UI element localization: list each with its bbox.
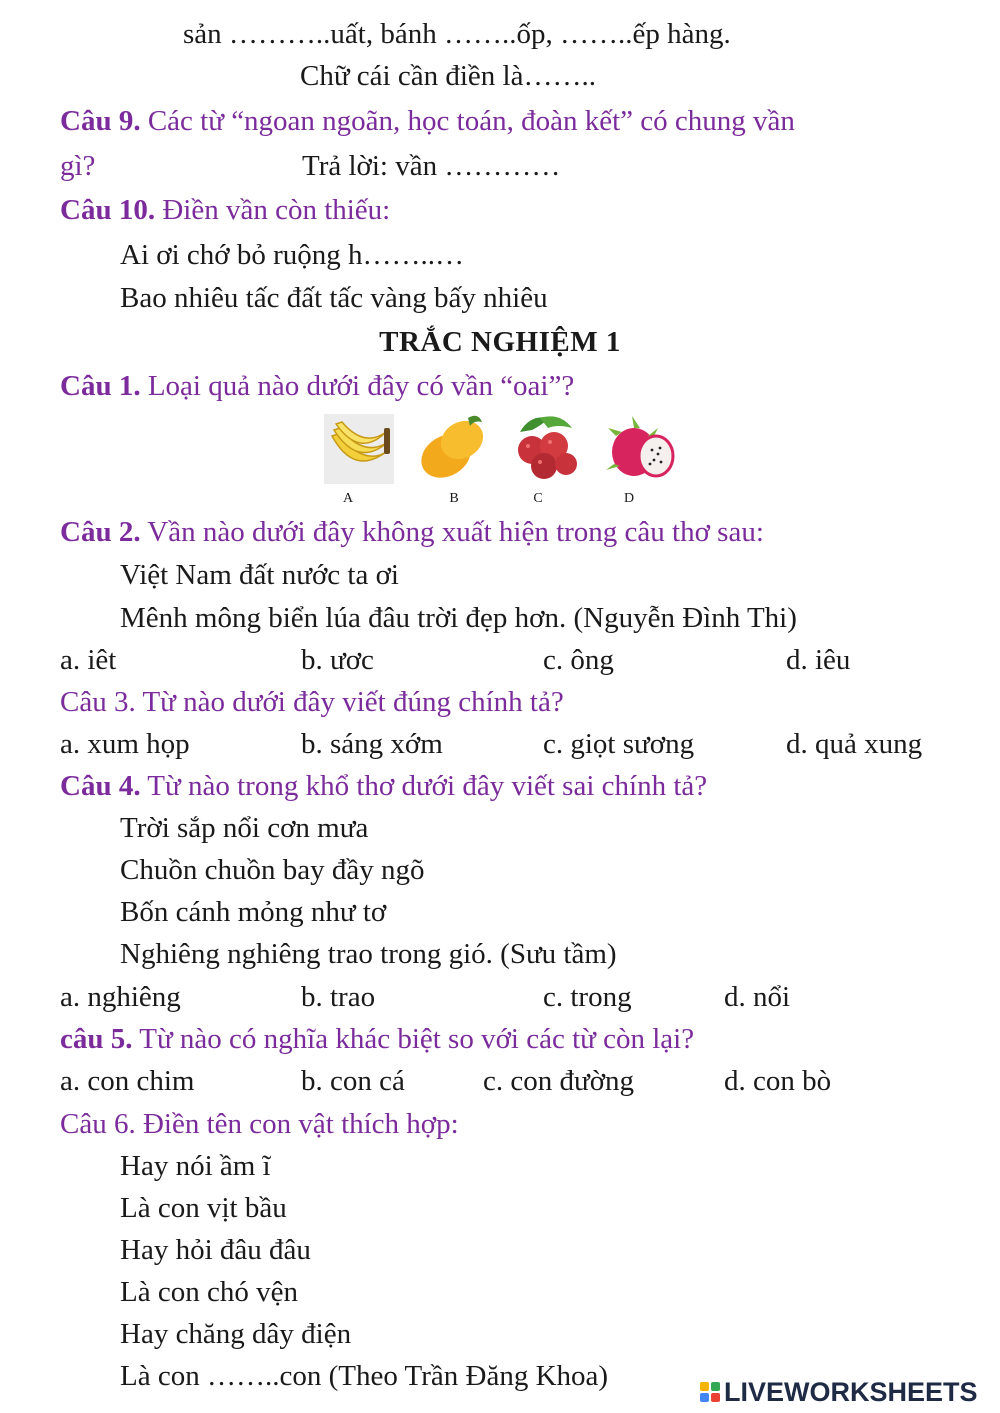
- dragon-fruit-image: [606, 414, 676, 484]
- question-10-label: Câu 10.: [60, 194, 156, 226]
- question-6-poem-line-2: Là con vịt bầu: [120, 1192, 287, 1224]
- question-6-poem-line-1: Hay nói ầm ĩ: [120, 1150, 271, 1182]
- fill-letters-answer-line: Chữ cái cần điền là……..: [300, 60, 596, 92]
- question-4-poem-line-4: Nghiêng nghiêng trao trong gió. (Sưu tầm): [120, 938, 617, 970]
- question-3: Câu 3. Từ nào dưới đây viết đúng chính tả?: [60, 686, 564, 718]
- question-3-option-d[interactable]: d. quả xung: [786, 728, 923, 760]
- question-4-poem-line-3: Bốn cánh mỏng như tơ: [120, 896, 387, 928]
- question-5: [60, 1021, 694, 1057]
- question-2-option-b[interactable]: b. ươc: [301, 644, 374, 676]
- question-6: Câu 6. Điền tên con vật thích hợp:: [60, 1108, 459, 1140]
- question-4-option-d[interactable]: d. nổi: [724, 981, 791, 1013]
- question-6-poem-line-4: Là con chó vện: [120, 1276, 298, 1308]
- question-4-poem-line-2: Chuồn chuồn bay đầy ngõ: [120, 854, 425, 886]
- question-4-option-c[interactable]: c. trong: [543, 981, 632, 1013]
- option-d-label: D: [623, 491, 635, 506]
- banana-image: [324, 414, 394, 484]
- fill-letters-line: sản ………..uất, bánh ……..ốp, ……..ếp hàng.: [183, 18, 731, 50]
- question-1-label: Câu 1.: [60, 370, 141, 402]
- option-a-label: A: [342, 491, 354, 506]
- question-4-poem-line-1: Trời sắp nổi cơn mưa: [120, 812, 369, 844]
- question-4-label: Câu 4.: [60, 770, 141, 802]
- question-9-continuation: gì?: [60, 150, 96, 182]
- question-4-text: Từ nào trong khổ thơ dưới đây viết sai chính tả?: [140, 770, 708, 802]
- question-5-label: câu 5.: [60, 1023, 133, 1055]
- liveworksheets-logo-text: LIVEWORKSHEETS: [724, 1376, 978, 1407]
- question-9-label: Câu 9.: [60, 105, 141, 137]
- question-5-option-a[interactable]: a. con chim: [60, 1065, 195, 1097]
- question-2-poem-line-2: Mênh mông biển lúa đâu trời đẹp hơn. (Nguyễn Đình Thi): [120, 602, 797, 634]
- question-10-poem-line-2: Bao nhiêu tấc đất tấc vàng bấy nhiêu: [120, 282, 548, 314]
- question-3-option-b[interactable]: b. sáng xớm: [301, 728, 443, 760]
- question-5-option-d[interactable]: d. con bò: [724, 1065, 832, 1097]
- question-6-poem-line-5: Hay chăng dây điện: [120, 1318, 352, 1350]
- question-5-option-c[interactable]: c. con đường: [483, 1065, 635, 1097]
- question-9: [60, 103, 795, 139]
- question-9-answer: Trả lời: vần …………: [302, 150, 561, 182]
- question-1: [60, 368, 574, 404]
- question-10: [60, 192, 390, 228]
- question-4: [60, 768, 707, 804]
- option-c-label: C: [533, 491, 543, 506]
- lychee-image: [510, 412, 580, 482]
- question-10-text: Điền vần còn thiếu:: [155, 194, 391, 226]
- question-6-poem-line-6: Là con ……..con (Theo Trần Đăng Khoa): [120, 1360, 609, 1392]
- question-2-option-a[interactable]: a. iêt: [60, 644, 117, 676]
- question-9-text: Các từ “ngoan ngoãn, học toán, đoàn kết” có chung vần: [140, 105, 795, 137]
- question-2-label: Câu 2.: [60, 516, 141, 548]
- question-2-poem-line-1: Việt Nam đất nước ta ơi: [120, 559, 399, 591]
- question-3-option-a[interactable]: a. xum họp: [60, 728, 190, 760]
- liveworksheets-logo-icon: [700, 1382, 720, 1402]
- question-4-option-b[interactable]: b. trao: [301, 981, 376, 1013]
- question-1-text: Loại quả nào dưới đây có vần “oai”?: [140, 370, 575, 402]
- liveworksheets-logo: [700, 1372, 978, 1412]
- question-10-poem-line-1: Ai ơi chớ bỏ ruộng h……..…: [120, 239, 465, 271]
- question-5-text: Từ nào có nghĩa khác biệt so với các từ còn lại?: [132, 1023, 695, 1055]
- question-3-option-c[interactable]: c. giọt sương: [543, 728, 695, 760]
- question-2: [60, 514, 764, 550]
- question-5-option-b[interactable]: b. con cá: [301, 1065, 405, 1097]
- question-2-text: Vần nào dưới đây không xuất hiện trong câu thơ sau:: [140, 516, 764, 548]
- question-4-option-a[interactable]: a. nghiêng: [60, 981, 181, 1013]
- question-6-poem-line-3: Hay hỏi đâu đâu: [120, 1234, 311, 1266]
- section-title: TRẮC NGHIỆM 1: [379, 326, 621, 358]
- mango-image: [416, 410, 486, 480]
- question-2-option-d[interactable]: d. iêu: [786, 644, 851, 676]
- option-b-label: B: [449, 491, 459, 506]
- question-2-option-c[interactable]: c. ông: [543, 644, 614, 676]
